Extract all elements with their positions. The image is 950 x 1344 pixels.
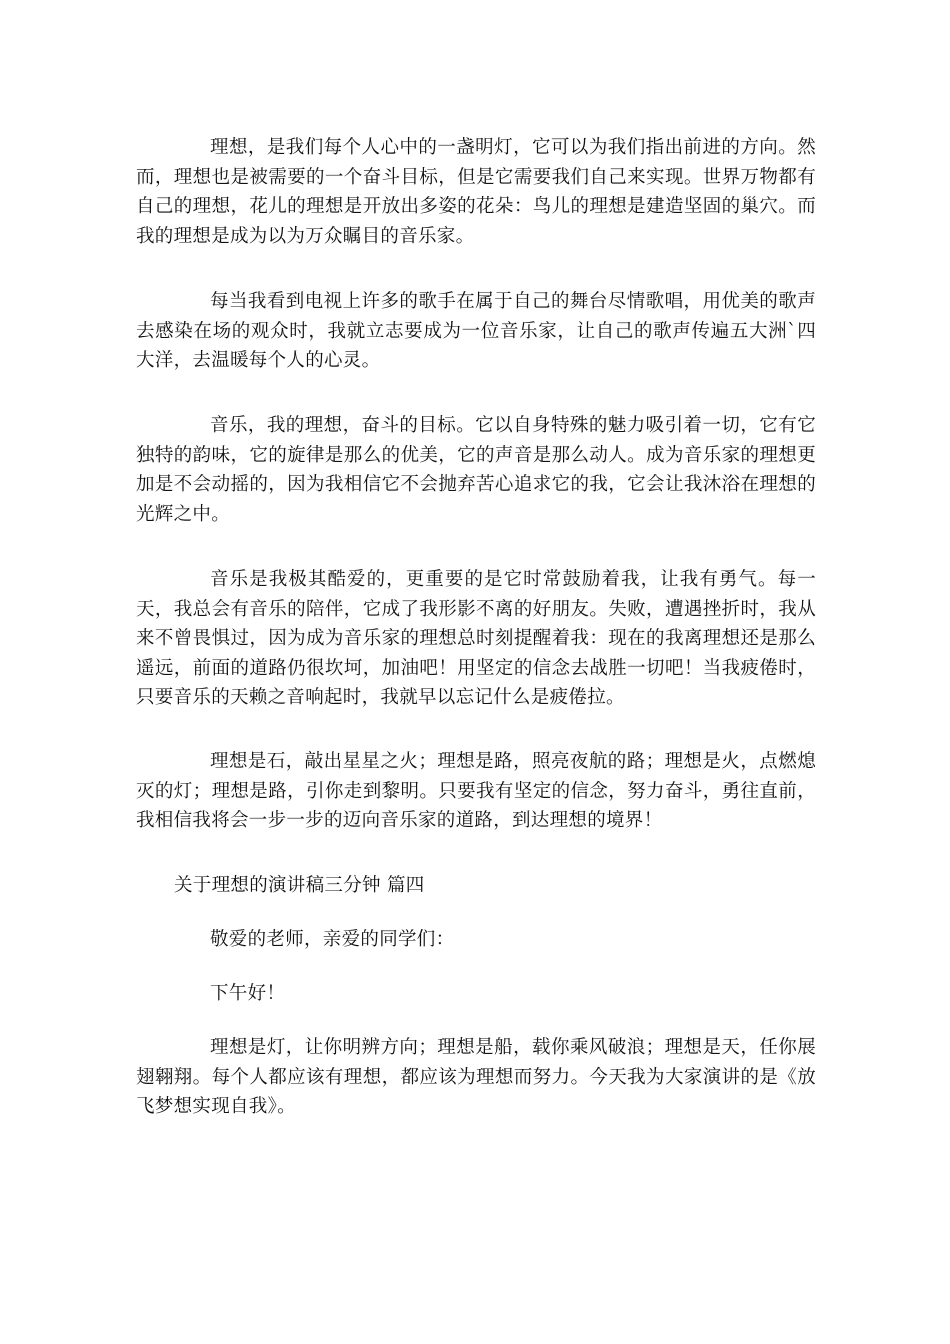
paragraph-5: 理想是石，敲出星星之火；理想是路，照亮夜航的路；理想是火，点燃熄灭的灯；理想是路，引你走到黎明。只要我有坚定的信念，努力奋斗，勇往直前，我相信我将会一步一步的迈向音乐家的道路，到达理想的境界！ xyxy=(136,751,816,831)
paragraph-4: 音乐是我极其酷爱的，更重要的是它时常鼓励着我，让我有勇气。每一天，我总会有音乐的陪伴，它成了我形影不离的好朋友。失败，遭遇挫折时，我从来不曾畏惧过，因为成为音乐家的理想总时刻提醒着我：现在的我离理想还是那么遥远，前面的道路仍很坎坷，加油吧！用坚定的信念去战胜一切吧！当我疲倦时，只要音乐的天赖之音响起时，我就早以忘记什么是疲倦拉。 xyxy=(136,569,816,708)
paragraph-2: 每当我看到电视上许多的歌手在属于自己的舞台尽情歌唱，用优美的歌声去感染在场的观众时，我就立志要成为一位音乐家，让自己的歌声传遍五大洲`四大洋，去温暖每个人的心灵。 xyxy=(136,291,816,371)
document-page xyxy=(136,0,816,1344)
greeting-line: 敬爱的老师，亲爱的同学们： xyxy=(210,929,455,950)
salutation-line: 下午好！ xyxy=(210,983,286,1004)
section-heading: 关于理想的演讲稿三分钟 篇四 xyxy=(174,875,425,896)
paragraph-3: 音乐，我的理想，奋斗的目标。它以自身特殊的魅力吸引着一切，它有它独特的韵味，它的旋律是那么的优美，它的声音是那么动人。成为音乐家的理想更加是不会动摇的，因为我相信它不会抛弃苦心追求它的我，它会让我沐浴在理想的光辉之中。 xyxy=(136,415,816,525)
paragraph-6: 理想是灯，让你明辨方向；理想是船，载你乘风破浪；理想是天，任你展翅翱翔。每个人都应该有理想，都应该为理想而努力。今天我为大家演讲的是《放飞梦想实现自我》。 xyxy=(136,1037,816,1117)
paragraph-1: 理想，是我们每个人心中的一盏明灯，它可以为我们指出前进的方向。然而，理想也是被需要的一个奋斗目标，但是它需要我们自己来实现。世界万物都有自己的理想，花儿的理想是开放出多姿的花朵：鸟儿的理想是建造坚固的巢穴。而我的理想是成为以为万众瞩目的音乐家。 xyxy=(136,137,816,247)
